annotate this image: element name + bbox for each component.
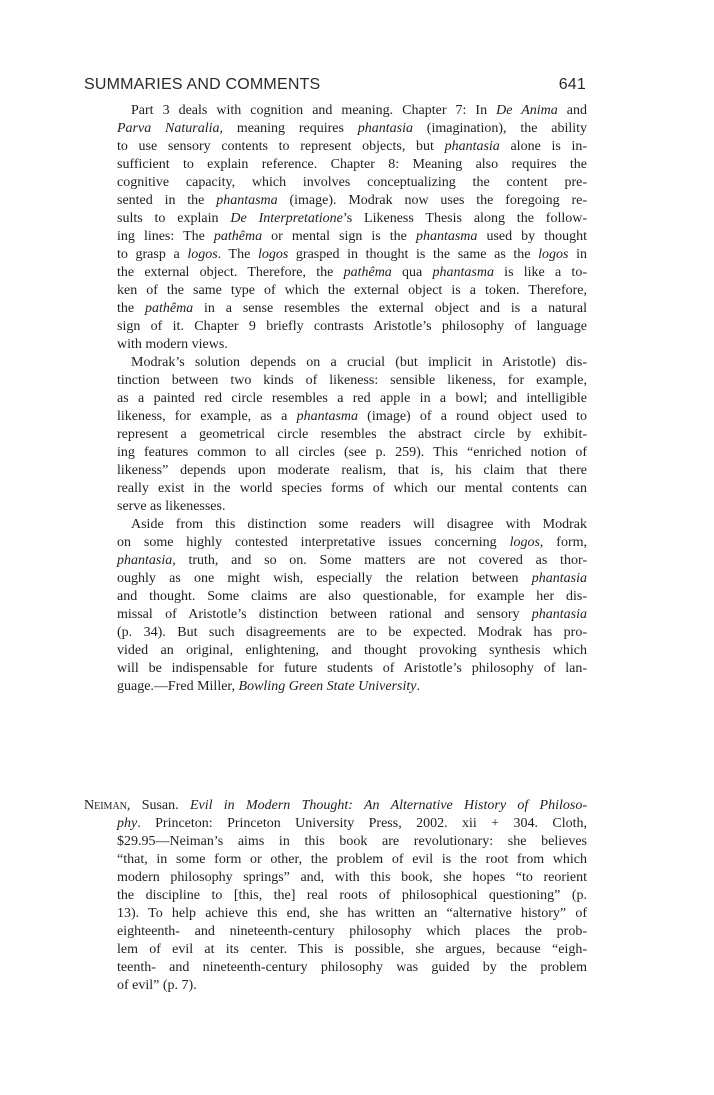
text-line: will be indispensable for future students of Aristotle’s philosophy of lan-	[117, 661, 587, 676]
text-line: “that, in some form or other, the problem of evil is the root from which	[117, 852, 587, 867]
book-review-entry	[84, 797, 587, 995]
text-line: to use sensory contents to represent objects, but phantasia alone is in-	[117, 139, 588, 154]
text-line: likeness, for example, as a phantasma (image) of a round object used to	[117, 409, 588, 424]
text-line: with modern views.	[117, 337, 228, 352]
text-line: to grasp a logos. The logos grasped in thought is the same as the logos in	[117, 247, 588, 262]
text-line: ing features common to all circles (see p. 259). This “enriched notion of	[117, 445, 587, 460]
text-line: likeness” depends upon moderate realism, that is, his claim that there	[117, 463, 587, 478]
bibliographic-entry-line: Neiman, Susan. Evil in Modern Thought: An Alternative History of Philoso-	[84, 798, 587, 813]
text-line: ken of the same type of which the external object is a token. Therefore,	[117, 283, 587, 298]
text-line: represent a geometrical circle resembles the abstract circle by exhibit-	[117, 427, 587, 442]
text-line: sign of it. Chapter 9 briefly contrasts Aristotle’s philosophy of language	[117, 319, 587, 334]
text-line: 13). To help achieve this end, she has written an “alternative history” of	[117, 906, 587, 921]
text-line: really exist in the world species forms of which our mental contents can	[117, 481, 587, 496]
running-header	[84, 76, 586, 98]
text-line: as a painted red circle resembles a red apple in a bowl; and intelligible	[117, 391, 587, 406]
text-line: tinction between two kinds of likeness: sensible likeness, for example,	[117, 373, 587, 388]
summary-comment-body	[117, 102, 587, 696]
page-number: 641	[558, 76, 586, 93]
text-line: (p. 34). But such disagreements are to be expected. Modrak has pro-	[117, 625, 587, 640]
text-line: ing lines: The pathêma or mental sign is the phantasma used by thought	[117, 229, 587, 244]
text-line: oughly as one might wish, especially the relation between phantasia	[117, 571, 587, 586]
text-line: modern philosophy springs” and, with this book, she hopes “to reorient	[117, 870, 587, 885]
text-line: Aside from this distinction some readers will disagree with Modrak	[131, 517, 587, 532]
text-line: the external object. Therefore, the pathêma qua phantasma is like a to-	[117, 265, 587, 280]
text-line: phy. Princeton: Princeton University Press, 2002. xii + 304. Cloth,	[117, 816, 587, 831]
text-line: sented in the phantasma (image). Modrak now uses the foregoing re-	[117, 193, 587, 208]
text-line: serve as likenesses.	[117, 499, 226, 514]
reviewer-signature-line: guage.—Fred Miller, Bowling Green State University.	[117, 679, 420, 694]
text-line: Part 3 deals with cognition and meaning. Chapter 7: In De Anima and	[131, 103, 588, 118]
text-line: and thought. Some claims are also questionable, for example her dis-	[117, 589, 587, 604]
text-line: $29.95—Neiman’s aims in this book are revolutionary: she believes	[117, 834, 587, 849]
text-line: Modrak’s solution depends on a crucial (but implicit in Aristotle) dis-	[131, 355, 587, 370]
text-line: lem of evil at its center. This is possible, she argues, because “eigh-	[117, 942, 587, 957]
text-line: of evil” (p. 7).	[117, 978, 197, 993]
text-line: vided an original, enlightening, and thought provoking synthesis which	[117, 643, 587, 658]
text-line: phantasia, truth, and so on. Some matters are not covered as thor-	[117, 553, 587, 568]
text-line: cognitive capacity, which involves conceptualizing the content pre-	[117, 175, 587, 190]
text-line: the discipline to [this, the] real roots of philosophical questioning” (p.	[117, 888, 587, 903]
text-line: sults to explain De Interpretatione’s Likeness Thesis along the follow-	[117, 211, 587, 226]
running-header-title: SUMMARIES AND COMMENTS	[84, 76, 321, 93]
text-line: eighteenth- and nineteenth-century philosophy which places the prob-	[117, 924, 587, 939]
text-line: Parva Naturalia, meaning requires phantasia (imagination), the ability	[117, 121, 588, 136]
text-line: on some highly contested interpretative issues concerning logos, form,	[117, 535, 587, 550]
author-surname: Neiman	[84, 798, 127, 813]
text-line: sufficient to explain reference. Chapter 8: Meaning also requires the	[117, 157, 587, 172]
text-line: teenth- and nineteenth-century philosophy was guided by the problem	[117, 960, 587, 975]
text-line: the pathêma in a sense resembles the external object and is a natural	[117, 301, 588, 316]
book-title: Evil in Modern Thought: An Alternative History of Philoso-	[189, 798, 587, 813]
text-line: missal of Aristotle’s distinction between rational and sensory phantasia	[117, 607, 587, 622]
